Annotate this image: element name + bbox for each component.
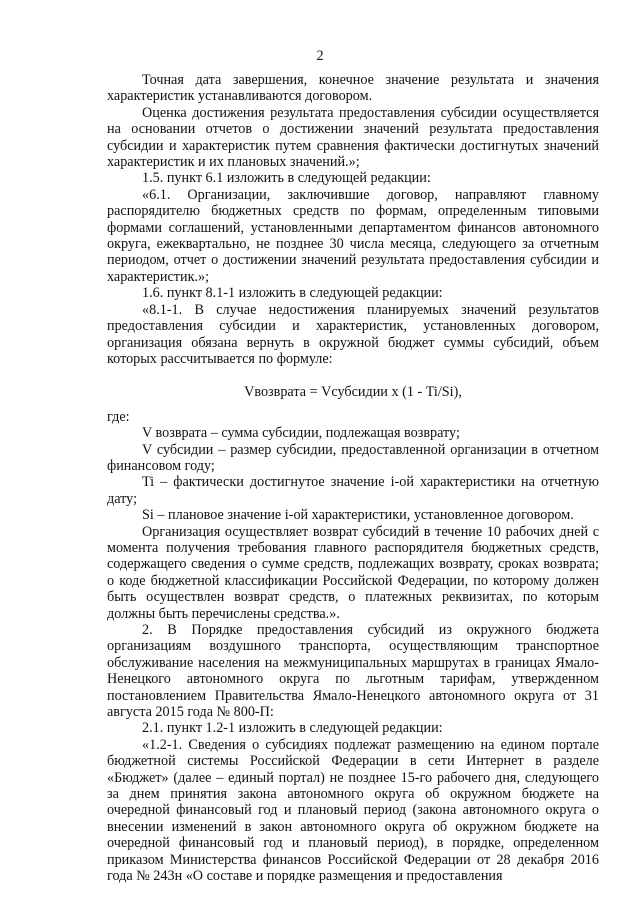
paragraph-clause-6-1: «6.1. Организации, заключившие договор, направляют главному распорядителю бюджетных средств по формам, определенным типовыми формами соглашений, установленными департаментом финансов автономного округа, ежеквартально, не позднее 30 числа месяца, следующего за отчетным периодом, отчет о достижении значений результата предоставления субсидии и характеристик.»; xyxy=(107,186,599,285)
definition-ti: Ti – фактически достигнутое значение i-ой характеристики на отчетную дату; xyxy=(107,474,599,507)
definition-v-subsidy: V субсидии – размер субсидии, предоставленной организации в отчетном финансовом году; xyxy=(107,441,599,474)
paragraph-where: где: xyxy=(107,408,130,425)
paragraph-clause-1-2-1: «1.2-1. Сведения о субсидиях подлежат размещению на едином портале бюджетной системы Российской Федерации в сети Интернет в разделе «Бюджет» (далее – единый портал) не позднее 15-го рабочего дня, следующего за днем принятия закона автономного округа об окружном бюджете на очередной финансовый год и плановый период (закона автономного округа о внесении изменений в закон автономного округа об окружном бюджете на очередной финансовый год и плановый период), в порядке, определенном приказом Министерства финансов Российской Федерации от 28 декабря 2016 года № 243н «О составе и порядке размещения и предоставления xyxy=(107,736,599,885)
document-body xyxy=(107,72,599,885)
paragraph-completion-date: Точная дата завершения, конечное значение результата и значения характеристик устанавливаются договором. xyxy=(107,72,599,105)
page-number: 2 xyxy=(316,48,324,64)
paragraph-refund-procedure: Организация осуществляет возврат субсидий в течение 10 рабочих дней с момента получения требования главного распорядителя бюджетных средств, содержащего сведения о сумме средств, подлежащих возврату, сроках возврата; о коде бюджетной классификации Российской Федерации, по которому должен быть осуществлен возврат средств, о платежных реквизитах, по которым должны быть перечислены средства.». xyxy=(107,523,599,622)
paragraph-item-1-5: 1.5. пункт 6.1 изложить в следующей редакции: xyxy=(142,170,431,187)
definition-v-refund: V возврата – сумма субсидии, подлежащая возврату; xyxy=(142,425,460,442)
paragraph-assessment: Оценка достижения результата предоставления субсидии осуществляется на основании отчетов о достижении значений результата предоставления субсидии и характеристик путем сравнения фактически достигнутых значений характеристик и их плановых значений.»; xyxy=(107,104,599,171)
paragraph-item-1-6: 1.6. пункт 8.1-1 изложить в следующей редакции: xyxy=(142,285,443,302)
definition-si: Si – плановое значение i-ой характеристики, установленное договором. xyxy=(142,507,574,524)
paragraph-clause-8-1-1: «8.1-1. В случае недостижения планируемых значений результатов предоставления субсидии и характеристик, установленных договором, организация обязана вернуть в окружной бюджет суммы субсидий, объем которых рассчитывается по формуле: xyxy=(107,301,599,367)
paragraph-section-2: 2. В Порядке предоставления субсидий из окружного бюджета организациям воздушного транспорта, осуществляющим транспортное обслуживание населения на межмуниципальных маршрутах в границах Ямало-Ненецкого автономного округа по льготным тарифам, утвержденном постановлением Правительства Ямало-Ненецкого автономного округа от 31 августа 2015 года № 800-П: xyxy=(107,622,599,721)
refund-formula: Vвозврата = Vсубсидии х (1 - Ti/Si), xyxy=(244,384,462,401)
paragraph-item-2-1: 2.1. пункт 1.2-1 изложить в следующей редакции: xyxy=(142,720,443,737)
